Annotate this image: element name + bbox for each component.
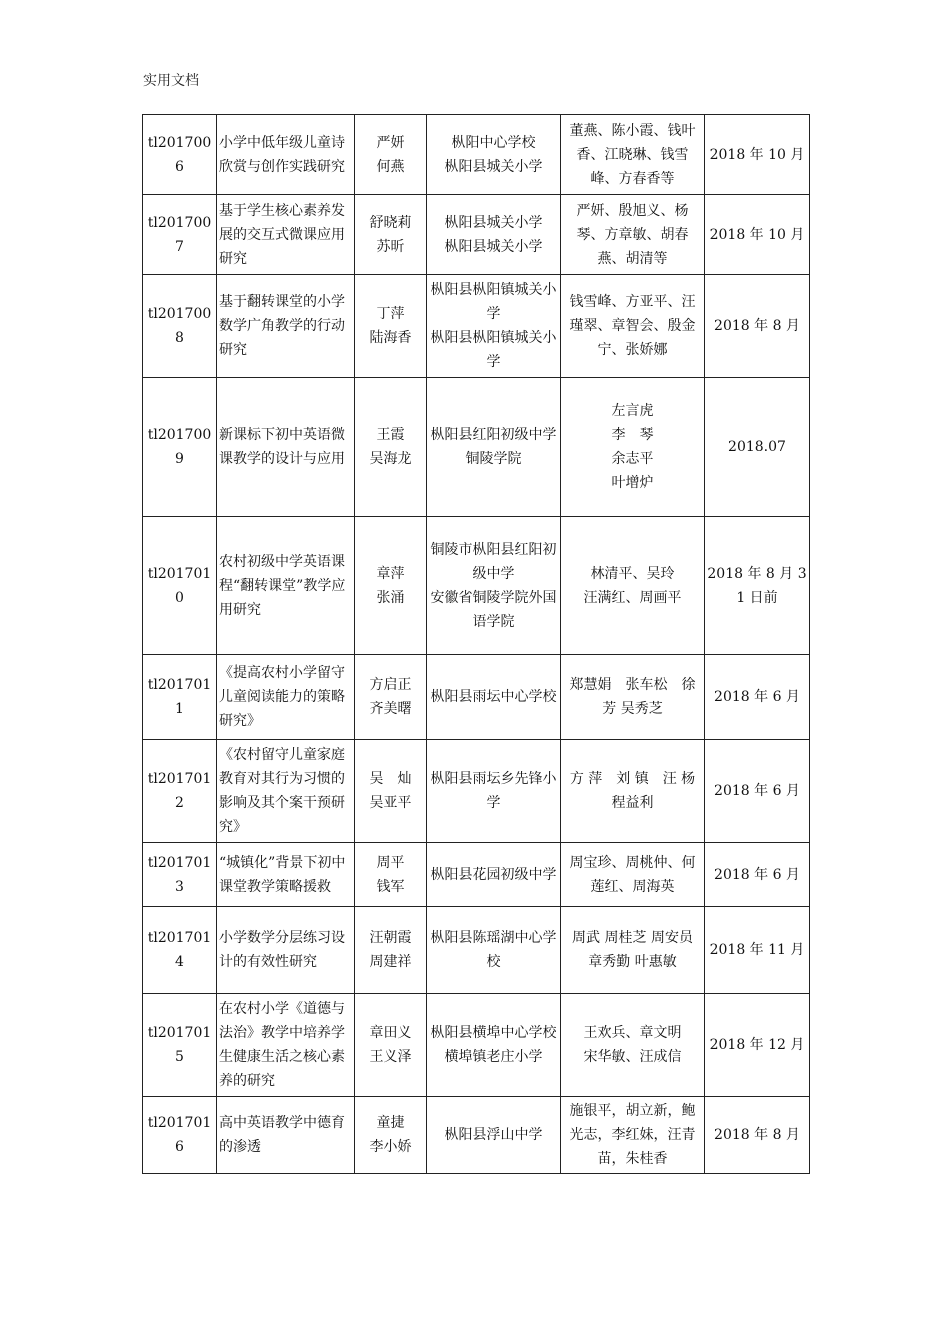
project-members: 郑慧娟 张车松 徐芳 吴秀芝 [561,655,705,740]
project-leaders: 童捷 李小娇 [355,1097,427,1174]
table-row [143,195,810,275]
project-unit: 枞阳县浮山中学 [427,1097,561,1174]
project-id: tl2017007 [143,195,217,275]
project-members: 董燕、陈小霞、钱叶香、江晓琳、钱雪峰、方春香等 [561,115,705,195]
project-members: 周宝珍、周桃仲、何莲红、周海英 [561,843,705,907]
project-leaders: 舒晓莉 苏昕 [355,195,427,275]
project-id: tl2017009 [143,378,217,517]
project-unit: 枞阳县雨坛中心学校 [427,655,561,740]
table-row [143,115,810,195]
project-leaders: 汪朝霞 周建祥 [355,907,427,994]
table-row [143,275,810,378]
project-unit: 枞阳县横埠中心学校 横埠镇老庄小学 [427,994,561,1097]
project-unit: 枞阳县城关小学 枞阳县城关小学 [427,195,561,275]
table-row [143,843,810,907]
project-id: tl2017011 [143,655,217,740]
table-row [143,517,810,655]
table-row [143,740,810,843]
project-leaders: 章田义 王义泽 [355,994,427,1097]
table-row [143,994,810,1097]
project-id: tl2017006 [143,115,217,195]
project-unit: 铜陵市枞阳县红阳初级中学 安徽省铜陵学院外国语学院 [427,517,561,655]
project-unit: 枞阳中心学校 枞阳县城关小学 [427,115,561,195]
project-unit: 枞阳县陈瑶湖中心学校 [427,907,561,994]
project-unit: 枞阳县枞阳镇城关小学 枞阳县枞阳镇城关小学 [427,275,561,378]
project-topic: 在农村小学《道德与法治》教学中培养学生健康生活之核心素养的研究 [217,994,355,1097]
project-members: 方 萍 刘 镇 汪 杨程益利 [561,740,705,843]
project-members: 钱雪峰、方亚平、汪瑾翠、章智会、殷金宁、张娇娜 [561,275,705,378]
project-leaders: 吴 灿 吴亚平 [355,740,427,843]
project-date: 2018 年 8 月 31 日前 [705,517,810,655]
project-members: 左言虎 李 琴 余志平 叶增炉 [561,378,705,517]
project-id: tl2017013 [143,843,217,907]
project-leaders: 严妍 何燕 [355,115,427,195]
project-members: 周武 周桂芝 周安员 章秀勤 叶惠敏 [561,907,705,994]
project-date: 2018 年 6 月 [705,843,810,907]
project-unit: 枞阳县花园初级中学 [427,843,561,907]
page-header: 实用文档 [143,73,199,89]
table-row [143,907,810,994]
project-topic: 《提高农村小学留守儿童阅读能力的策略研究》 [217,655,355,740]
project-leaders: 章萍 张涌 [355,517,427,655]
project-date: 2018 年 10 月 [705,115,810,195]
project-members: 林清平、吴玲 汪满红、周画平 [561,517,705,655]
project-id: tl2017008 [143,275,217,378]
project-topic: 新课标下初中英语微课教学的设计与应用 [217,378,355,517]
project-members: 严妍、殷旭义、杨琴、方章敏、胡春燕、胡清等 [561,195,705,275]
project-topic: 小学数学分层练习设计的有效性研究 [217,907,355,994]
table-row [143,655,810,740]
project-id: tl2017014 [143,907,217,994]
project-id: tl2017015 [143,994,217,1097]
project-date: 2018 年 6 月 [705,740,810,843]
project-date: 2018.07 [705,378,810,517]
project-date: 2018 年 10 月 [705,195,810,275]
project-date: 2018 年 6 月 [705,655,810,740]
project-leaders: 方启正 齐美曙 [355,655,427,740]
project-leaders: 丁萍 陆海香 [355,275,427,378]
project-date: 2018 年 8 月 [705,275,810,378]
project-table [142,114,810,1174]
project-topic: “城镇化”背景下初中课堂教学策略援救 [217,843,355,907]
project-leaders: 王霞 吴海龙 [355,378,427,517]
project-topic: 农村初级中学英语课程“翻转课堂”教学应用研究 [217,517,355,655]
project-topic: 基于翻转课堂的小学数学广角教学的行动研究 [217,275,355,378]
project-topic: 《农村留守儿童家庭教育对其行为习惯的影响及其个案干预研究》 [217,740,355,843]
project-id: tl2017016 [143,1097,217,1174]
project-unit: 枞阳县红阳初级中学 铜陵学院 [427,378,561,517]
project-topic: 小学中低年级儿童诗欣赏与创作实践研究 [217,115,355,195]
project-topic: 基于学生核心素养发展的交互式微课应用研究 [217,195,355,275]
project-unit: 枞阳县雨坛乡先锋小学 [427,740,561,843]
table-row [143,378,810,517]
table-row [143,1097,810,1174]
project-id: tl2017012 [143,740,217,843]
project-id: tl2017010 [143,517,217,655]
project-date: 2018 年 11 月 [705,907,810,994]
project-date: 2018 年 12 月 [705,994,810,1097]
project-topic: 高中英语教学中德育的渗透 [217,1097,355,1174]
project-members: 施银平，胡立新，鲍光志，李红妹，汪青苗，朱桂香 [561,1097,705,1174]
project-leaders: 周平 钱军 [355,843,427,907]
project-date: 2018 年 8 月 [705,1097,810,1174]
project-members: 王欢兵、章文明 宋华敏、汪成信 [561,994,705,1097]
